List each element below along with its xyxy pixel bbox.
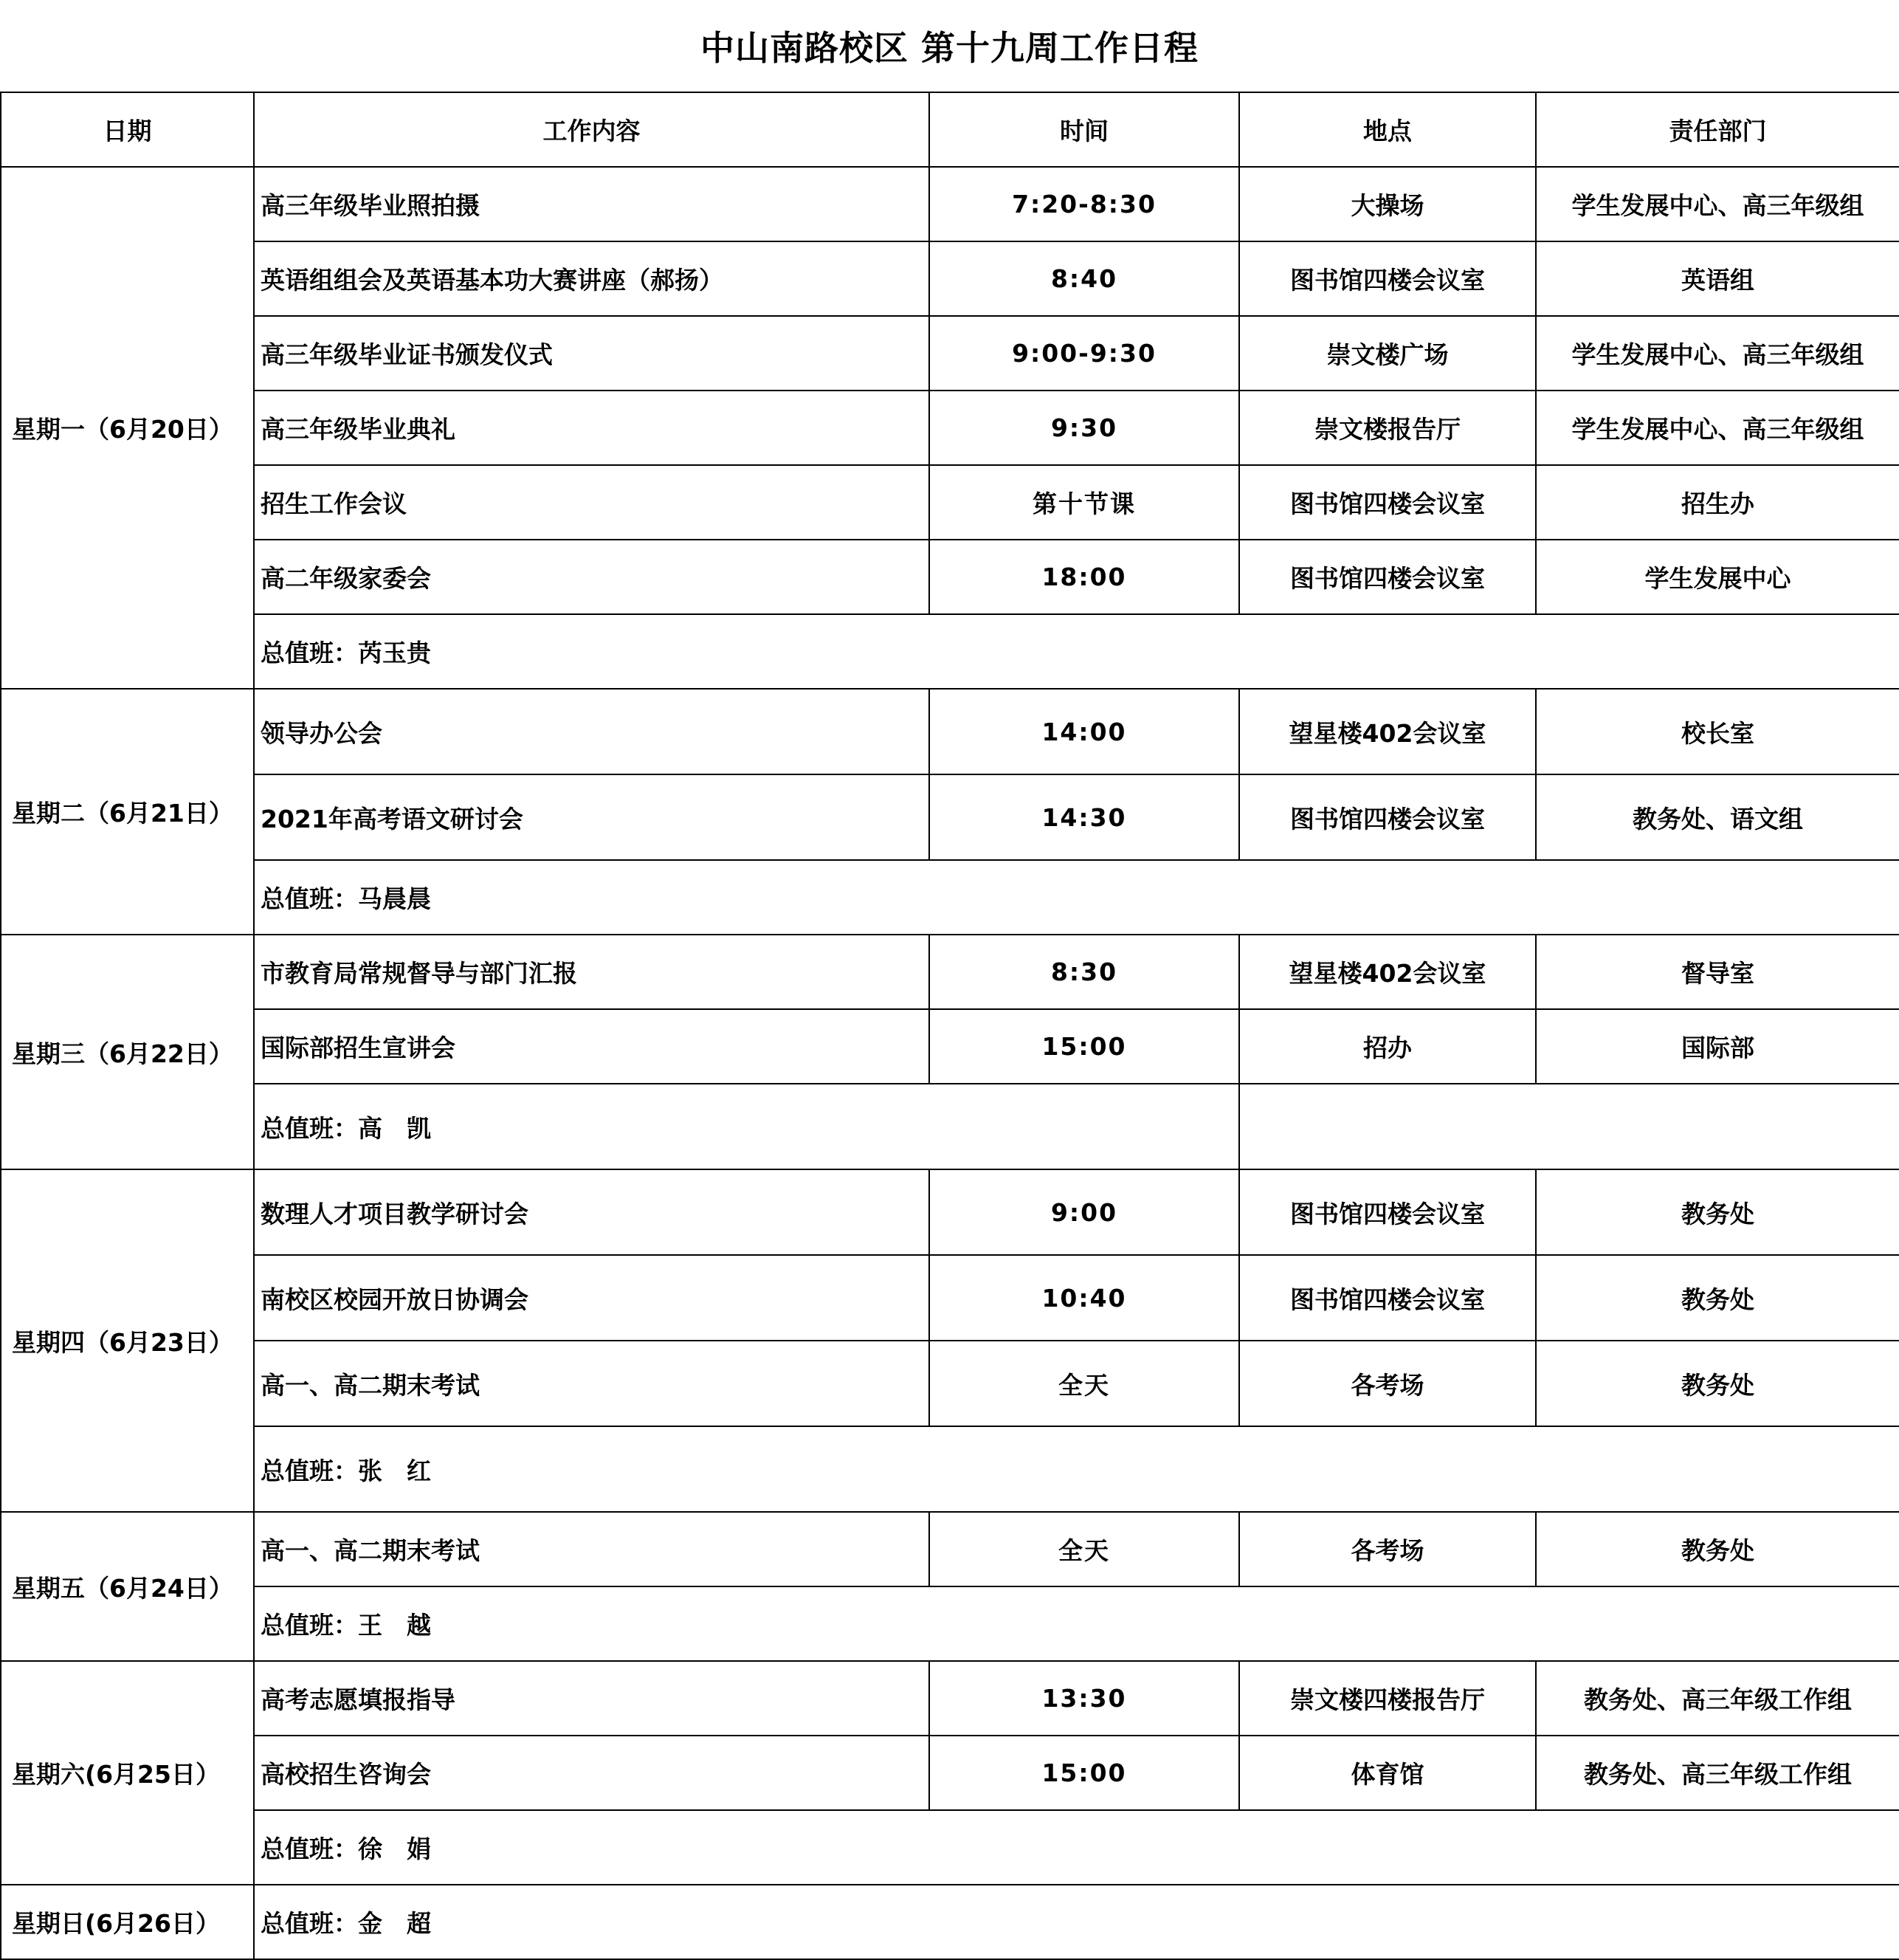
event-place: 大操场 <box>1239 167 1536 241</box>
event-dept: 英语组 <box>1536 241 1899 316</box>
event-time: 9:00-9:30 <box>929 316 1239 391</box>
event-time: 9:00 <box>929 1169 1239 1255</box>
day-label: 星期日(6月26日） <box>1 1885 254 1959</box>
event-time: 18:00 <box>929 540 1239 614</box>
header-dept: 责任部门 <box>1536 92 1899 167</box>
event-content: 高二年级家委会 <box>254 540 929 614</box>
day-label: 星期五（6月24日） <box>1 1512 254 1661</box>
event-dept: 教务处 <box>1536 1255 1899 1341</box>
event-content: 市教育局常规督导与部门汇报 <box>254 935 929 1009</box>
event-content: 高三年级毕业典礼 <box>254 391 929 465</box>
table-row <box>1 540 1899 614</box>
event-place: 图书馆四楼会议室 <box>1239 241 1536 316</box>
table-row <box>1 1736 1899 1810</box>
table-row <box>1 689 1899 774</box>
event-time: 14:00 <box>929 689 1239 774</box>
duty-row <box>1 1810 1899 1885</box>
duty-row <box>1 1084 1899 1169</box>
table-row <box>1 935 1899 1009</box>
event-content: 高校招生咨询会 <box>254 1736 929 1810</box>
event-time: 全天 <box>929 1512 1239 1586</box>
day-label: 星期一（6月20日） <box>1 167 254 689</box>
event-dept: 督导室 <box>1536 935 1899 1009</box>
event-content: 领导办公会 <box>254 689 929 774</box>
day-label: 星期二（6月21日） <box>1 689 254 935</box>
table-row <box>1 1169 1899 1255</box>
duty-row <box>1 614 1899 689</box>
event-content: 高一、高二期末考试 <box>254 1341 929 1426</box>
event-place: 崇文楼四楼报告厅 <box>1239 1661 1536 1736</box>
table-row <box>1 316 1899 391</box>
event-time: 全天 <box>929 1341 1239 1426</box>
event-dept: 教务处 <box>1536 1341 1899 1426</box>
event-content: 高考志愿填报指导 <box>254 1661 929 1736</box>
duty-row <box>1 1586 1899 1661</box>
event-dept: 校长室 <box>1536 689 1899 774</box>
table-row <box>1 391 1899 465</box>
event-dept: 教务处、高三年级工作组 <box>1536 1661 1899 1736</box>
event-content: 高一、高二期末考试 <box>254 1512 929 1586</box>
event-dept: 学生发展中心、高三年级组 <box>1536 167 1899 241</box>
event-content: 英语组组会及英语基本功大赛讲座（郝扬） <box>254 241 929 316</box>
event-place: 图书馆四楼会议室 <box>1239 540 1536 614</box>
event-place: 招办 <box>1239 1009 1536 1084</box>
event-place: 望星楼402会议室 <box>1239 935 1536 1009</box>
event-time: 13:30 <box>929 1661 1239 1736</box>
event-time: 9:30 <box>929 391 1239 465</box>
event-place: 图书馆四楼会议室 <box>1239 1255 1536 1341</box>
event-place: 图书馆四楼会议室 <box>1239 465 1536 540</box>
event-time: 第十节课 <box>929 465 1239 540</box>
event-dept: 教务处、高三年级工作组 <box>1536 1736 1899 1810</box>
header-date: 日期 <box>1 92 254 167</box>
table-row <box>1 1341 1899 1426</box>
event-dept: 教务处 <box>1536 1512 1899 1586</box>
event-time: 15:00 <box>929 1009 1239 1084</box>
event-dept: 学生发展中心、高三年级组 <box>1536 316 1899 391</box>
event-dept: 国际部 <box>1536 1009 1899 1084</box>
event-place: 图书馆四楼会议室 <box>1239 1169 1536 1255</box>
event-content: 高三年级毕业照拍摄 <box>254 167 929 241</box>
duty-officer: 总值班：芮玉贵 <box>254 614 1899 689</box>
event-dept: 教务处、语文组 <box>1536 774 1899 860</box>
table-row <box>1 1661 1899 1736</box>
event-dept: 招生办 <box>1536 465 1899 540</box>
empty-cell <box>1239 1084 1899 1169</box>
event-time: 10:40 <box>929 1255 1239 1341</box>
event-time: 7:20-8:30 <box>929 167 1239 241</box>
duty-row <box>1 1885 1899 1959</box>
duty-officer: 总值班：王 越 <box>254 1586 1899 1661</box>
duty-row <box>1 1426 1899 1512</box>
page-title: 中山南路校区 第十九周工作日程 <box>700 28 1199 68</box>
event-dept: 教务处 <box>1536 1169 1899 1255</box>
duty-officer: 总值班：金 超 <box>254 1885 1899 1959</box>
event-time: 8:30 <box>929 935 1239 1009</box>
event-place: 体育馆 <box>1239 1736 1536 1810</box>
header-place: 地点 <box>1239 92 1536 167</box>
event-place: 各考场 <box>1239 1341 1536 1426</box>
event-content: 高三年级毕业证书颁发仪式 <box>254 316 929 391</box>
event-content: 国际部招生宣讲会 <box>254 1009 929 1084</box>
event-place: 崇文楼广场 <box>1239 316 1536 391</box>
event-time: 8:40 <box>929 241 1239 316</box>
event-content: 2021年高考语文研讨会 <box>254 774 929 860</box>
event-content: 数理人才项目教学研讨会 <box>254 1169 929 1255</box>
event-content: 南校区校园开放日协调会 <box>254 1255 929 1341</box>
header-row <box>1 92 1899 167</box>
header-content: 工作内容 <box>254 92 929 167</box>
day-label: 星期四（6月23日） <box>1 1169 254 1512</box>
event-place: 崇文楼报告厅 <box>1239 391 1536 465</box>
duty-officer: 总值班：徐 娟 <box>254 1810 1899 1885</box>
event-dept: 学生发展中心 <box>1536 540 1899 614</box>
event-content: 招生工作会议 <box>254 465 929 540</box>
event-dept: 学生发展中心、高三年级组 <box>1536 391 1899 465</box>
duty-officer: 总值班：高 凯 <box>254 1084 1239 1169</box>
table-row <box>1 465 1899 540</box>
table-row <box>1 1512 1899 1586</box>
duty-row <box>1 860 1899 935</box>
event-place: 图书馆四楼会议室 <box>1239 774 1536 860</box>
event-place: 各考场 <box>1239 1512 1536 1586</box>
day-label: 星期三（6月22日） <box>1 935 254 1169</box>
table-row <box>1 774 1899 860</box>
table-row <box>1 1009 1899 1084</box>
day-label: 星期六(6月25日） <box>1 1661 254 1885</box>
event-time: 14:30 <box>929 774 1239 860</box>
duty-officer: 总值班：张 红 <box>254 1426 1899 1512</box>
event-time: 15:00 <box>929 1736 1239 1810</box>
table-row <box>1 167 1899 241</box>
schedule-table <box>0 92 1899 1960</box>
header-time: 时间 <box>929 92 1239 167</box>
event-place: 望星楼402会议室 <box>1239 689 1536 774</box>
table-row <box>1 241 1899 316</box>
duty-officer: 总值班：马晨晨 <box>254 860 1899 935</box>
table-row <box>1 1255 1899 1341</box>
